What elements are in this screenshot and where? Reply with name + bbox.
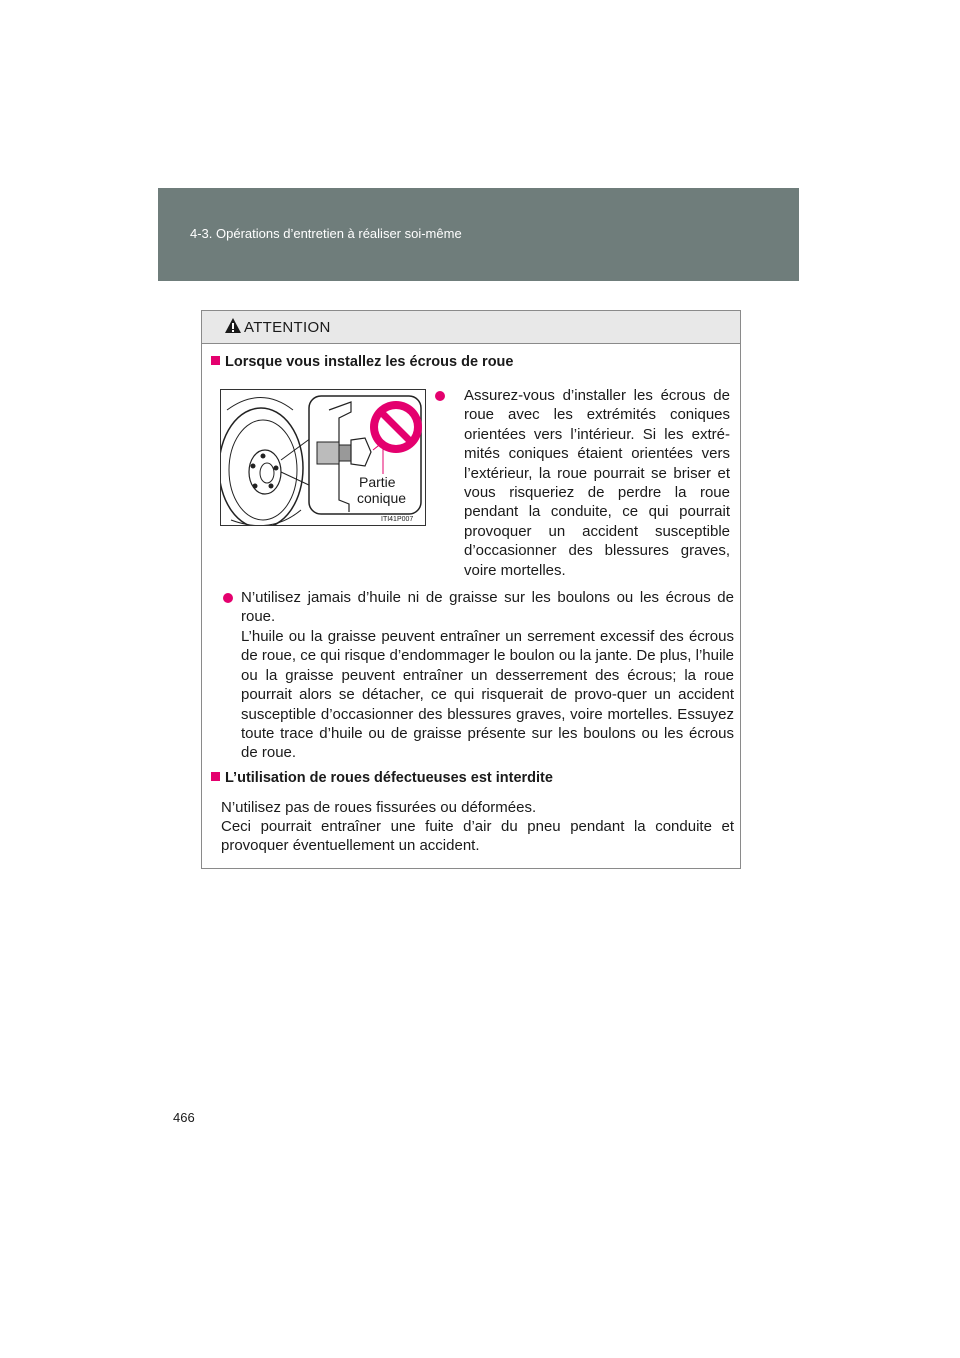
figure-code: ITI41P007: [381, 516, 414, 523]
page-number: 466: [173, 1110, 195, 1125]
wheel-nut-drawing: [221, 390, 425, 525]
bullet-text-install: Assurez-vous d’installer les écrous de roue avec les extrémités coniques orientées vers l’intérieur. Si les extré-mités coniques étaient orientées vers l’extérieur, la roue pourrait se briser et vous risqueriez de perdre la roue pendant la conduite, ce qui pourrait provoquer un accident susceptible d’occasionner des blessures graves, voire mortelles.: [464, 387, 730, 579]
bullet-text-no-oil: N’utilisez jamais d’huile ni de graisse sur les boulons ou les écrous de roue.: [241, 589, 734, 626]
warning-label: ATTENTION: [244, 319, 331, 336]
warning-header: [202, 311, 740, 344]
warning-triangle-icon: [224, 317, 242, 334]
defective-wheels-text-2: Ceci pourrait entraîner une fuite d’air du pneu pendant la conduite et provoquer éventuellement un accident.: [221, 818, 734, 855]
section-heading-wheel-nuts: Lorsque vous installez les écrous de roue: [211, 354, 513, 370]
bullet-text-no-oil-detail: L’huile ou la graisse peuvent entraîner un serrement excessif des écrous de roue, ce qui risque d’endommager le boulon ou la jante. De plus, l’huile ou la graisse peuvent entraîner un desserrement des écrous; la roue pourrait alors se détacher, ce qui risquerait de provo-quer un accident susceptible d’occasionner des blessures graves, voire mortelles. Essuyez toute trace d’huile ou de graisse présente sur les boulons ou les écrous de roue.: [241, 628, 734, 762]
heading-square-icon: [211, 772, 220, 781]
bullet-dot-icon: [435, 391, 445, 401]
section-title: 4-3. Opérations d’entretien à réaliser soi-même: [190, 226, 462, 241]
wheel-nut-illustration: [220, 389, 426, 526]
defective-wheels-text: N’utilisez pas de roues fissurées ou déformées.: [221, 799, 537, 816]
section-header-band: [158, 188, 799, 281]
section-heading-defective-wheels: L’utilisation de roues défectueuses est interdite: [211, 770, 553, 786]
figure-label-partie: Partie: [359, 474, 396, 490]
heading-square-icon: [211, 356, 220, 365]
figure-label-conique: conique: [357, 490, 407, 506]
warning-box: [201, 310, 741, 869]
bullet-dot-icon: [223, 593, 233, 603]
